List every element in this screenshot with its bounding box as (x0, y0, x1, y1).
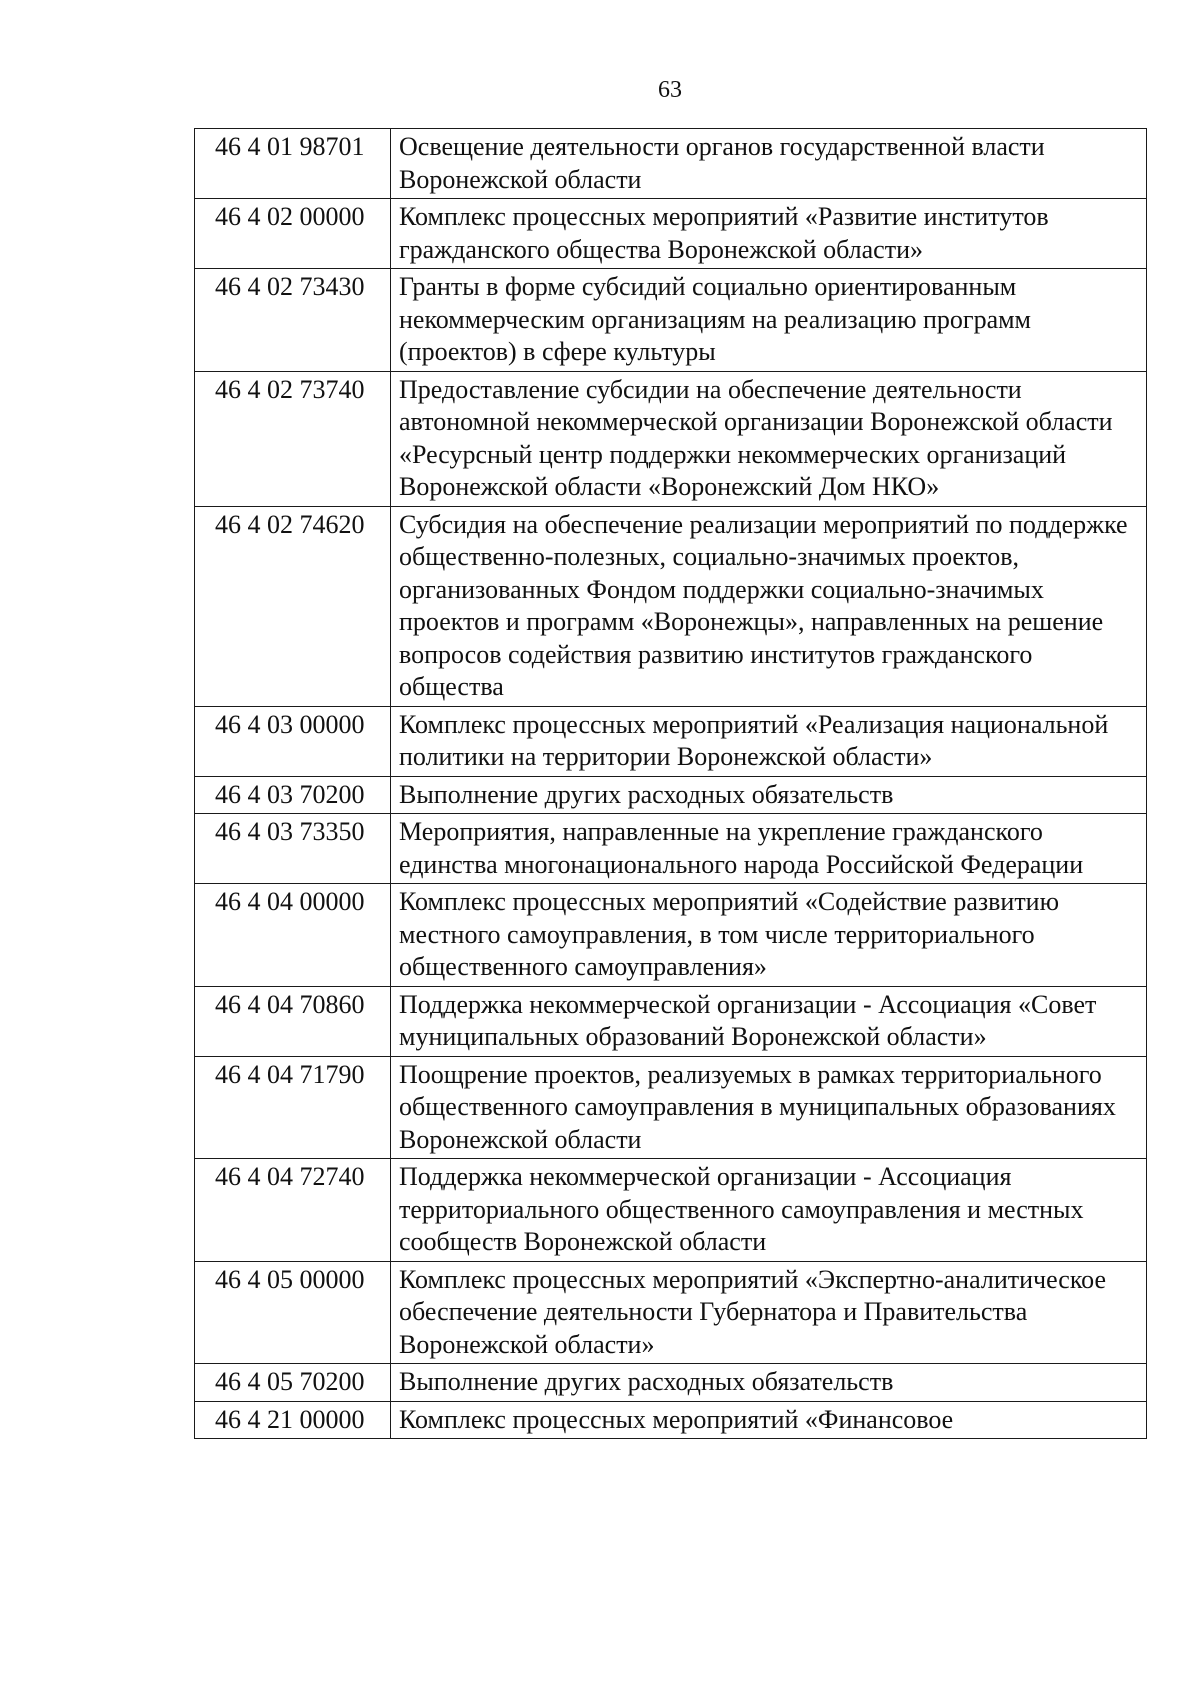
row-code: 46 4 03 00000 (195, 706, 391, 776)
table-row (195, 269, 1147, 372)
table-row (195, 986, 1147, 1056)
table-row (195, 1364, 1147, 1402)
row-description: Выполнение других расходных обязательств (391, 776, 1147, 814)
row-description: Комплекс процессных мероприятий «Содействие развитию местного самоуправления, в том числе территориального общественного самоуправления» (391, 884, 1147, 987)
row-description: Поддержка некоммерческой организации - Ассоциация территориального общественного самоуправления и местных сообществ Воронежской области (391, 1159, 1147, 1262)
row-code: 46 4 05 70200 (195, 1364, 391, 1402)
row-code: 46 4 02 73430 (195, 269, 391, 372)
table-row (195, 371, 1147, 506)
table-row (195, 814, 1147, 884)
table-row (195, 884, 1147, 987)
page-number: 63 (658, 77, 682, 103)
table-row (195, 776, 1147, 814)
row-code: 46 4 03 73350 (195, 814, 391, 884)
row-description: Комплекс процессных мероприятий «Финансовое (391, 1401, 1147, 1439)
row-description: Комплекс процессных мероприятий «Развитие институтов гражданского общества Воронежской области» (391, 199, 1147, 269)
row-description: Мероприятия, направленные на укрепление гражданского единства многонационального народа Российской Федерации (391, 814, 1147, 884)
budget-code-table (194, 128, 1147, 1439)
row-description: Комплекс процессных мероприятий «Экспертно-аналитическое обеспечение деятельности Губернатора и Правительства Воронежской области» (391, 1261, 1147, 1364)
table-row (195, 1056, 1147, 1159)
row-code: 46 4 02 74620 (195, 506, 391, 706)
row-description: Субсидия на обеспечение реализации мероприятий по поддержке общественно-полезных, социально-значимых проектов, организованных Фондом поддержки социально-значимых проектов и программ «Воронежцы», направленных на решение вопросов содействия развитию институтов гражданского общества (391, 506, 1147, 706)
table-body (195, 129, 1147, 1439)
row-code: 46 4 02 00000 (195, 199, 391, 269)
row-description: Предоставление субсидии на обеспечение деятельности автономной некоммерческой организации Воронежской области «Ресурсный центр поддержки некоммерческих организаций Воронежской области «Воронежский Дом НКО» (391, 371, 1147, 506)
row-code: 46 4 05 00000 (195, 1261, 391, 1364)
row-code: 46 4 03 70200 (195, 776, 391, 814)
table-row (195, 129, 1147, 199)
table-row (195, 1401, 1147, 1439)
row-code: 46 4 04 72740 (195, 1159, 391, 1262)
row-code: 46 4 01 98701 (195, 129, 391, 199)
row-description: Освещение деятельности органов государственной власти Воронежской области (391, 129, 1147, 199)
row-description: Выполнение других расходных обязательств (391, 1364, 1147, 1402)
row-code: 46 4 02 73740 (195, 371, 391, 506)
table-row (195, 506, 1147, 706)
row-code: 46 4 04 70860 (195, 986, 391, 1056)
table-row (195, 1261, 1147, 1364)
row-code: 46 4 04 00000 (195, 884, 391, 987)
row-description: Поощрение проектов, реализуемых в рамках территориального общественного самоуправления в муниципальных образованиях Воронежской области (391, 1056, 1147, 1159)
table-row (195, 706, 1147, 776)
row-code: 46 4 21 00000 (195, 1401, 391, 1439)
table-row (195, 199, 1147, 269)
table-row (195, 1159, 1147, 1262)
row-description: Гранты в форме субсидий социально ориентированным некоммерческим организациям на реализацию программ (проектов) в сфере культуры (391, 269, 1147, 372)
row-code: 46 4 04 71790 (195, 1056, 391, 1159)
row-description: Поддержка некоммерческой организации - Ассоциация «Совет муниципальных образований Воронежской области» (391, 986, 1147, 1056)
row-description: Комплекс процессных мероприятий «Реализация национальной политики на территории Воронежской области» (391, 706, 1147, 776)
